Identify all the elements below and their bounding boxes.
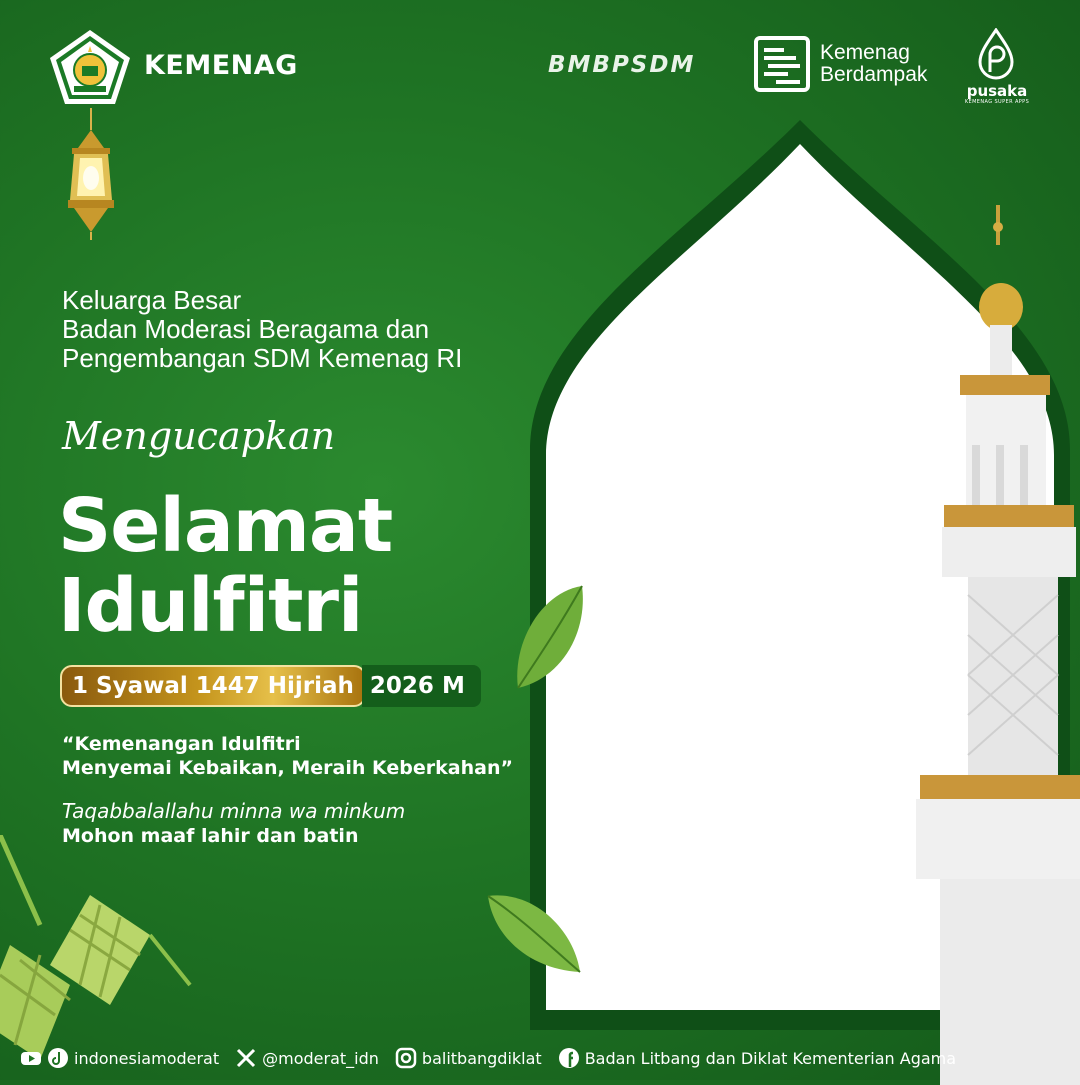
- x-handle: @moderat_idn: [262, 1048, 379, 1068]
- instagram-handle: balitbangdiklat: [421, 1048, 542, 1068]
- social-footer: [20, 1044, 972, 1072]
- date-hijri: 1 Syawal 1447 Hijriah: [60, 665, 366, 707]
- kb-line1: Kemenag: [820, 41, 910, 64]
- mengucapkan-script: Mengucapkan: [62, 414, 336, 458]
- youtube-icon: [20, 1047, 42, 1069]
- intro-text: [62, 286, 462, 373]
- intro-line-2: Badan Moderasi Beragama dan: [62, 314, 430, 344]
- quote-line-1: “Kemenangan Idulfitri: [62, 733, 301, 755]
- ketupat-decoration: [0, 835, 200, 1065]
- mohon-maaf-text: Mohon maaf lahir dan batin: [62, 825, 359, 847]
- footer-x[interactable]: [235, 1047, 379, 1069]
- x-icon: [235, 1047, 257, 1069]
- title-line-1: Selamat: [58, 483, 393, 569]
- leaf-icon: [484, 890, 584, 976]
- kemenag-seal-logo: [48, 28, 132, 106]
- bmbpsdm-logo-text: BMBPSDM: [548, 52, 696, 78]
- footer-facebook[interactable]: [558, 1047, 956, 1069]
- pusaka-drop-icon: [976, 28, 1016, 80]
- footer-instagram[interactable]: [395, 1047, 542, 1069]
- instagram-icon: [395, 1047, 417, 1069]
- facebook-handle: Badan Litbang dan Diklat Kementerian Agama: [584, 1048, 957, 1068]
- youtube-tiktok-handle: indonesiamoderat: [74, 1048, 220, 1068]
- minaret-image: [910, 205, 1080, 1085]
- lantern-icon: [62, 108, 120, 240]
- leaf-icon: [512, 582, 590, 692]
- brand-name: KEMENAG: [144, 50, 298, 81]
- pusaka-subtitle: KEMENAG SUPER APPS: [964, 99, 1030, 105]
- tiktok-icon: [47, 1047, 69, 1069]
- main-title: [58, 483, 393, 649]
- footer-youtube-tiktok[interactable]: [20, 1047, 219, 1069]
- taqabbal-text: Taqabbalallahu minna wa minkum: [62, 799, 406, 823]
- facebook-icon: [558, 1047, 580, 1069]
- intro-line-3: Pengembangan SDM Kemenag RI: [62, 343, 463, 373]
- kb-line2: Berdampak: [820, 63, 928, 86]
- date-banner: [60, 665, 481, 707]
- intro-line-1: Keluarga Besar: [62, 285, 242, 315]
- quote-line-2: Menyemai Kebaikan, Meraih Keberkahan”: [62, 757, 513, 779]
- kemenag-berdampak-text: [820, 42, 927, 86]
- kemenag-berdampak-icon: [754, 36, 810, 92]
- date-masehi: 2026 M: [362, 665, 481, 707]
- title-line-2: Idulfitri: [58, 563, 363, 649]
- pusaka-text: pusaka: [966, 82, 1028, 100]
- theme-quote: [62, 732, 513, 780]
